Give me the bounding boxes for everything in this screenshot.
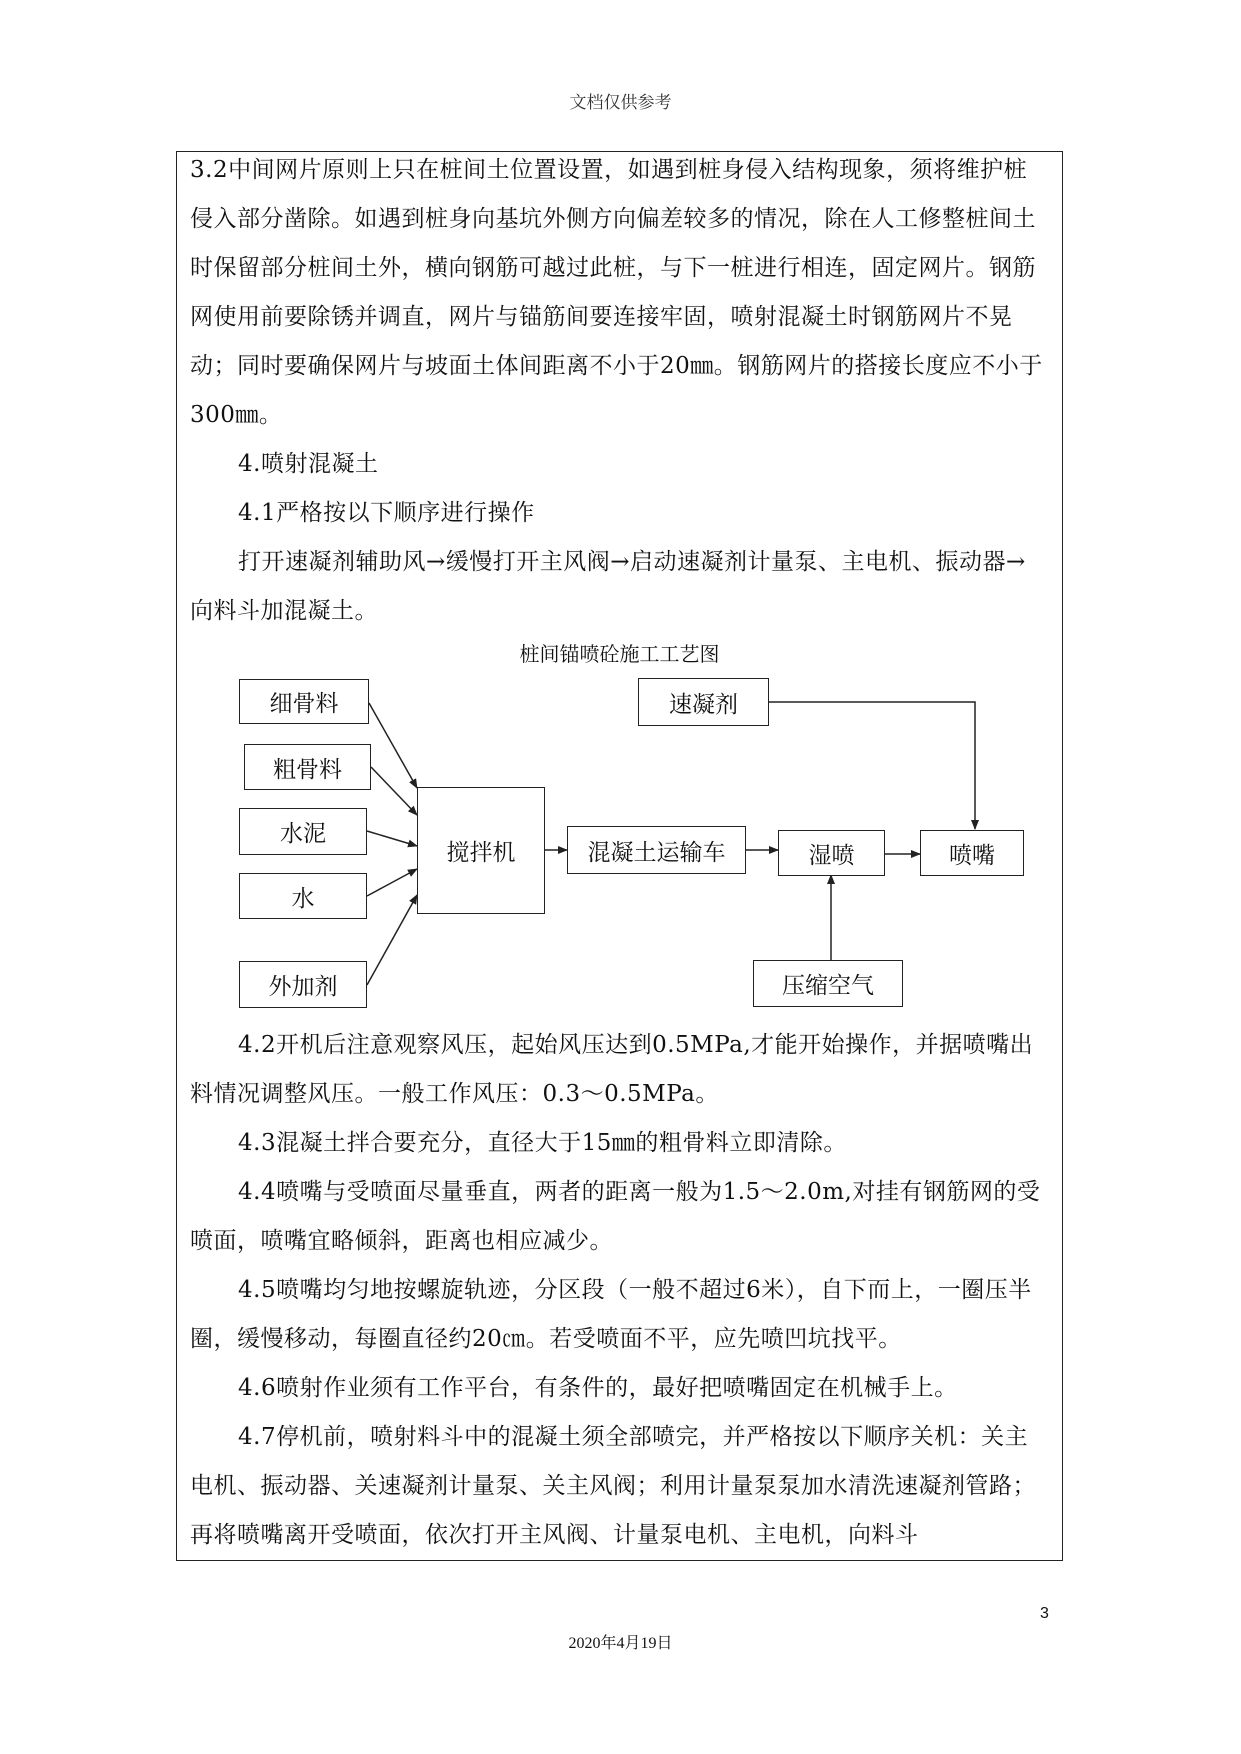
box-water: 水 xyxy=(239,873,367,919)
diagram-caption: 桩间锚喷砼施工工艺图 xyxy=(519,642,720,666)
arrow-accelerator-to-nozzle xyxy=(769,702,975,829)
box-cement: 水泥 xyxy=(239,808,367,855)
paragraph-4-1: 4.1严格按以下顺序进行操作 xyxy=(238,500,535,526)
page-number: 3 xyxy=(1040,1605,1049,1622)
paragraph-3-2: 3.2中间网片原则上只在桩间土位置设置，如遇到桩身侵入结构现象，须将维护桩侵入部分凿除。如遇到桩身向基坑外侧方向偏差较多的情况，除在人工修整桩间土时保留部分桩间土外，横向钢筋可越过此桩，与下一桩进行相连，固定网片。钢筋网使用前要除锈并调直，网片与锚筋间要连接牢固，喷射混凝土时钢筋网片不晃动；同时要确保网片与坡面土体间距离不小于20㎜。钢筋网片的搭接长度应不小于300㎜。 xyxy=(190,157,1043,428)
box-coarse-aggregate: 粗骨料 xyxy=(244,744,371,790)
arrow-coarse-to-mixer xyxy=(371,767,417,815)
paragraph-4-2: 4.2开机后注意观察风压，起始风压达到0.5MPa,才能开始操作，并据喷嘴出料情况调整风压。一般工作风压：0.3～0.5MPa。 xyxy=(190,1032,1034,1107)
box-wet-spray: 湿喷 xyxy=(778,830,885,876)
paragraph-4-3: 4.3混凝土拌合要充分，直径大于15㎜的粗骨料立即清除。 xyxy=(238,1130,847,1156)
arrow-admixture-to-mixer xyxy=(367,895,417,985)
box-concrete-truck: 混凝土运输车 xyxy=(567,826,746,874)
paragraph-4-4: 4.4喷嘴与受喷面尽量垂直，两者的距离一般为1.5～2.0m,对挂有钢筋网的受喷面，喷嘴宜略倾斜，距离也相应减少。 xyxy=(190,1179,1041,1254)
footer-date: 2020年4月19日 xyxy=(568,1635,673,1652)
page-header: 文档仅供参考 xyxy=(569,93,672,113)
arrow-cement-to-mixer xyxy=(367,831,417,846)
box-nozzle: 喷嘴 xyxy=(920,830,1024,876)
paragraph-4-5: 4.5喷嘴均匀地按螺旋轨迹，分区段（一般不超过6米），自下而上，一圈压半圈，缓慢移动，每圈直径约20㎝。若受喷面不平，应先喷凹坑找平。 xyxy=(190,1277,1032,1352)
paragraph-4-6: 4.6喷射作业须有工作平台，有条件的，最好把喷嘴固定在机械手上。 xyxy=(238,1375,958,1401)
paragraph-4-7: 4.7停机前，喷射料斗中的混凝土须全部喷完，并严格按以下顺序关机：关主电机、振动器、关速凝剂计量泵、关主风阀；利用计量泵泵加水清洗速凝剂管路；再将喷嘴离开受喷面，依次打开主风阀、计量泵电机、主电机，向料斗 xyxy=(190,1424,1036,1548)
paragraph-operation-order: 打开速凝剂辅助风→缓慢打开主风阀→启动速凝剂计量泵、主电机、振动器→向料斗加混凝土。 xyxy=(190,549,1026,624)
arrow-fine-to-mixer xyxy=(369,703,417,788)
arrow-water-to-mixer xyxy=(367,869,417,896)
box-accelerator: 速凝剂 xyxy=(638,678,769,726)
box-admixture: 外加剂 xyxy=(239,961,367,1008)
box-mixer: 搅拌机 xyxy=(417,787,545,914)
box-fine-aggregate: 细骨料 xyxy=(239,679,369,724)
box-compressed-air: 压缩空气 xyxy=(753,960,903,1007)
paragraph-4-heading: 4.喷射混凝土 xyxy=(238,451,379,477)
